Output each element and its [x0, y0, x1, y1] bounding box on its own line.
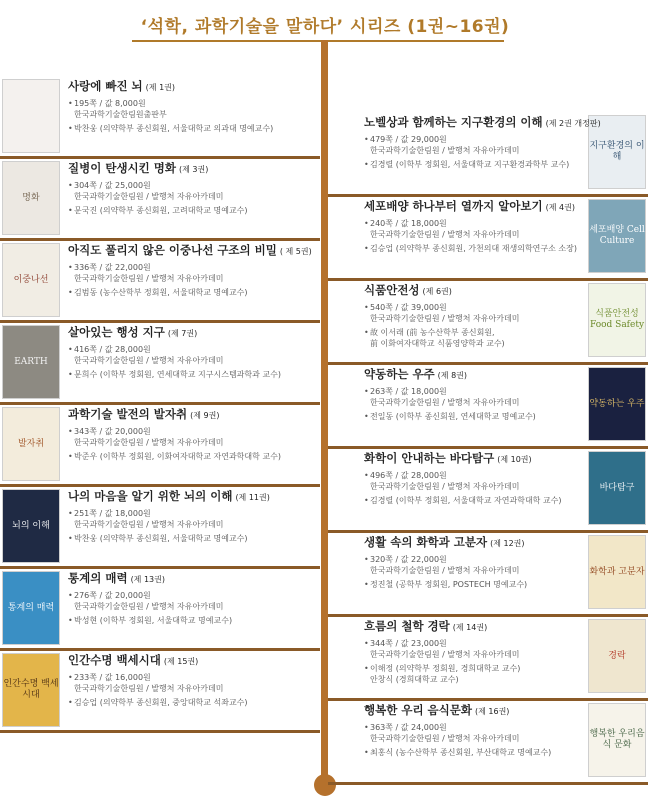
book-title: [364, 618, 594, 634]
book-cover-text: 화학과 고분자: [589, 566, 645, 577]
book-info: [68, 488, 318, 544]
book-entry[interactable]: [0, 650, 320, 733]
book-meta: [68, 344, 318, 366]
book-cover-text: 세포배양 Cell Culture: [589, 225, 645, 246]
book-meta-line: 한국과학기술한림원 / 발행처 자유아카데미: [370, 650, 520, 659]
book-entry[interactable]: [328, 280, 648, 365]
book-entry[interactable]: [0, 322, 320, 405]
book-entry[interactable]: [328, 532, 648, 617]
book-info: [364, 114, 601, 170]
book-cover-text: 인간수명 백세시대: [3, 679, 59, 700]
book-volume: (제 12권): [490, 539, 525, 548]
book-volume: (제 15권): [163, 657, 199, 666]
book-author: [364, 663, 594, 685]
title-divider: [132, 40, 504, 42]
book-author-line: • 최홍식 (농수산학부 종신회원, 부산대학교 명예교수): [370, 748, 552, 757]
book-meta-line: 한국과학기술한림원 / 발행처 자유아카데미: [370, 398, 520, 407]
book-info: [364, 282, 594, 349]
book-volume: (제 11권): [235, 493, 270, 502]
book-entry[interactable]: [328, 616, 648, 701]
book-entry[interactable]: [0, 76, 320, 159]
book-info: [68, 406, 318, 462]
book-info: [68, 160, 318, 216]
book-meta-line: • 479쪽 / 값 29,000원: [370, 135, 447, 144]
book-author: [68, 123, 318, 134]
book-meta: [364, 554, 594, 576]
book-meta: [68, 590, 318, 612]
book-meta-line: 한국과학기술한림원 / 발행처 자유아카데미: [370, 734, 520, 743]
book-title-text: 사랑에 빠진 뇌: [68, 79, 143, 93]
book-title: [364, 702, 594, 718]
book-volume: (제 2권 개정판): [545, 119, 601, 128]
book-meta-line: 한국과학기술한림원출판부: [74, 110, 167, 119]
book-title: [364, 534, 594, 550]
book-title-text: 질병이 탄생시킨 명화: [68, 161, 176, 175]
book-meta-line: 한국과학기술한림원 / 발행처 자유아카데미: [74, 602, 224, 611]
book-author-line: • 문희수 (이학부 정회원, 연세대학교 지구시스템과학과 교수): [74, 370, 281, 379]
book-meta-line: • 496쪽 / 값 28,000원: [370, 471, 447, 480]
book-author: [68, 451, 318, 462]
book-meta-line: • 320쪽 / 값 22,000원: [370, 555, 447, 564]
book-info: [68, 652, 318, 708]
book-author: [68, 369, 318, 380]
book-entry[interactable]: [328, 700, 648, 785]
book-meta-line: 한국과학기술한림원 / 발행처 자유아카데미: [74, 356, 224, 365]
book-info: [364, 366, 594, 422]
book-meta: [68, 98, 318, 120]
book-entry[interactable]: [328, 112, 648, 197]
book-cover[interactable]: [2, 653, 60, 727]
book-entry[interactable]: [0, 240, 320, 323]
book-cover[interactable]: [2, 79, 60, 153]
book-title-text: 나의 마음을 알기 위한 뇌의 이해: [68, 489, 233, 503]
book-meta-line: 한국과학기술한림원 / 발행처 자유아카데미: [370, 482, 520, 491]
book-author: [364, 411, 594, 422]
book-title: [68, 570, 318, 586]
book-author: [364, 747, 594, 758]
book-volume: (제 6권): [422, 287, 452, 296]
book-title: [364, 114, 601, 130]
book-author-line: • 김경렬 (이학부 정회원, 서울대학교 지구환경과학부 교수): [370, 160, 570, 169]
book-meta: [68, 262, 318, 284]
book-meta-line: 한국과학기술한림원 / 발행처 자유아카데미: [74, 438, 224, 447]
book-cover-text: 명화: [22, 192, 40, 203]
book-author-line: • 정진철 (공학부 정회원, POSTECH 명예교수): [370, 580, 528, 589]
book-title-text: 세포배양 하나부터 열까지 알아보기: [364, 199, 543, 213]
book-author: [68, 615, 318, 626]
book-cover-text: 통계의 매력: [7, 602, 55, 613]
book-author-line: 前 이화여자대학교 식품영양학과 교수): [370, 339, 505, 348]
book-meta-line: • 336쪽 / 값 22,000원: [74, 263, 151, 272]
book-meta-line: 한국과학기술한림원 / 발행처 자유아카데미: [370, 230, 520, 239]
book-meta-line: 한국과학기술한림원 / 발행처 자유아카데미: [74, 684, 224, 693]
book-title: [68, 160, 318, 176]
book-author: [364, 159, 594, 170]
book-meta-line: • 363쪽 / 값 24,000원: [370, 723, 447, 732]
book-info: [68, 570, 318, 626]
book-cover[interactable]: [2, 325, 60, 399]
book-title: [68, 406, 318, 422]
book-meta-line: • 263쪽 / 값 18,000원: [370, 387, 447, 396]
book-title-text: 흐름의 철학 경락: [364, 619, 450, 633]
book-title: [364, 282, 594, 298]
book-author: [364, 327, 594, 349]
book-cover-text: 약동하는 우주: [589, 398, 645, 409]
book-entry[interactable]: [0, 568, 320, 651]
book-cover[interactable]: [2, 571, 60, 645]
book-entry[interactable]: [328, 364, 648, 449]
book-meta-line: • 276쪽 / 값 20,000원: [74, 591, 151, 600]
book-info: [68, 242, 318, 298]
book-volume: (제 7권): [167, 329, 198, 338]
book-author: [364, 243, 594, 254]
book-author-line: • 박찬웅 (의약학부 종신회원, 서울대학교 명예교수): [74, 534, 248, 543]
book-author: [364, 579, 594, 590]
book-meta: [68, 508, 318, 530]
book-meta-line: • 344쪽 / 값 23,000원: [370, 639, 447, 648]
book-cover[interactable]: [588, 703, 646, 777]
book-author-line: • 문국진 (의약학부 종신회원, 고려대학교 명예교수): [74, 206, 248, 215]
book-volume: (제 1권): [145, 83, 176, 92]
book-cover-text: 발자취: [17, 438, 45, 449]
book-meta-line: • 240쪽 / 값 18,000원: [370, 219, 447, 228]
book-title-text: 과학기술 발전의 발자취: [68, 407, 188, 421]
book-author-line: • 박성현 (이학부 정회원, 서울대학교 명예교수): [74, 616, 233, 625]
book-author-line: • 김범동 (농수산학부 정회원, 서울대학교 명예교수): [74, 288, 248, 297]
book-volume: (제 9권): [190, 411, 220, 420]
book-meta: [364, 722, 594, 744]
book-meta: [364, 134, 594, 156]
book-cover[interactable]: [588, 199, 646, 273]
book-cover-text: 경락: [608, 650, 626, 661]
book-cover[interactable]: [588, 619, 646, 693]
book-title: [68, 78, 318, 94]
book-title: [68, 324, 318, 340]
book-entry[interactable]: [0, 486, 320, 569]
book-volume: (제 3권): [179, 165, 209, 174]
book-volume: (제 10권): [497, 455, 532, 464]
book-cover[interactable]: [2, 489, 60, 563]
book-author-line: • 전일동 (이학부 종신회원, 연세대학교 명예교수): [370, 412, 536, 421]
book-meta-line: • 304쪽 / 값 25,000원: [74, 181, 151, 190]
book-title: [364, 366, 594, 382]
book-title-text: 아직도 풀리지 않은 이중나선 구조의 비밀: [68, 243, 277, 257]
book-author-line: • 김승업 (의약학부 종신회원, 중앙대학교 석좌교수): [74, 698, 248, 707]
book-entry[interactable]: [0, 158, 320, 241]
book-cover-text: 이중나선: [13, 274, 49, 285]
book-title-text: 화학이 안내하는 바다탐구: [364, 451, 495, 465]
book-meta-line: 한국과학기술한림원 / 발행처 자유아카데미: [370, 314, 520, 323]
book-author-line: • 박준우 (이학부 정회원, 이화여자대학교 자연과학대학 교수): [74, 452, 281, 461]
book-volume: (제 14권): [452, 623, 488, 632]
book-cover-text: 뇌의 이해: [12, 520, 50, 531]
book-volume: (제 13권): [130, 575, 165, 584]
book-meta: [364, 638, 594, 660]
book-author-line: • 박찬웅 (의약학부 종신회원, 서울대학교 의과대 명예교수): [74, 124, 274, 133]
book-cover-text: 지구환경의 이해: [589, 141, 645, 162]
book-cover-text: 식품안전성 Food Safety: [589, 309, 645, 330]
book-cover[interactable]: [2, 161, 60, 235]
book-author: [68, 205, 318, 216]
book-title: [68, 242, 318, 258]
book-info: [364, 618, 594, 685]
book-entry[interactable]: [0, 404, 320, 487]
book-meta-line: 한국과학기술한림원 / 발행처 자유아카데미: [74, 192, 224, 201]
book-cover[interactable]: [2, 243, 60, 317]
book-cover[interactable]: [2, 407, 60, 481]
book-title: [364, 450, 594, 466]
book-meta: [364, 386, 594, 408]
book-title-text: 통계의 매력: [68, 571, 128, 585]
book-author: [68, 533, 318, 544]
book-title-text: 약동하는 우주: [364, 367, 435, 381]
book-meta-line: 한국과학기술한림원 / 발행처 자유아카데미: [370, 566, 520, 575]
book-author-line: • 김승업 (의약학부 종신회원, 가천의대 재생의학연구소 소장): [370, 244, 577, 253]
book-meta-line: • 195쪽 / 값 8,000원: [74, 99, 146, 108]
book-author-line: • 故 이서래 (前 농수산학부 종신회원,: [370, 328, 495, 337]
book-meta-line: • 343쪽 / 값 20,000원: [74, 427, 151, 436]
book-title-text: 생활 속의 화학과 고분자: [364, 535, 488, 549]
book-title-text: 인간수명 백세시대: [68, 653, 161, 667]
book-info: [364, 702, 594, 758]
book-volume: (제 16권): [475, 707, 510, 716]
book-meta: [68, 180, 318, 202]
book-meta: [68, 426, 318, 448]
book-title: [68, 652, 318, 668]
book-meta-line: 한국과학기술한림원 / 발행처 자유아카데미: [74, 274, 224, 283]
book-author-line: • 김경렬 (이학부 정회원, 서울대학교 자연과학대학 교수): [370, 496, 562, 505]
book-title-text: 살아있는 행성 지구: [68, 325, 165, 339]
book-title-text: 행복한 우리 음식문화: [364, 703, 472, 717]
book-meta-line: 한국과학기술한림원 / 발행처 자유아카데미: [370, 146, 520, 155]
book-cover-text: 바다탐구: [599, 482, 635, 493]
book-meta: [364, 218, 594, 240]
book-cover[interactable]: [588, 367, 646, 441]
book-entry[interactable]: [328, 448, 648, 533]
book-cover[interactable]: [588, 451, 646, 525]
book-volume: ( 제 5권): [279, 247, 312, 256]
book-title-text: 식품안전성: [364, 283, 420, 297]
book-cover[interactable]: [588, 283, 646, 357]
book-author-line: • 이해정 (의약학부 정회원, 경희대학교 교수): [370, 664, 521, 673]
book-meta: [364, 302, 594, 324]
book-title-text: 노벨상과 함께하는 지구환경의 이해: [364, 115, 543, 129]
book-author: [68, 287, 318, 298]
book-cover-text: EARTH: [14, 356, 48, 367]
book-title: [68, 488, 318, 504]
book-info: [364, 534, 594, 590]
book-meta-line: • 251쪽 / 값 18,000원: [74, 509, 151, 518]
book-meta-line: 한국과학기술한림원 / 발행처 자유아카데미: [74, 520, 224, 529]
book-meta-line: • 416쪽 / 값 28,000원: [74, 345, 151, 354]
book-author-line: 안창식 (경희대학교 교수): [370, 675, 459, 684]
book-title: [364, 198, 594, 214]
book-meta-line: • 233쪽 / 값 16,000원: [74, 673, 151, 682]
timeline-spine: [321, 40, 328, 782]
book-info: [68, 78, 318, 134]
book-meta: [364, 470, 594, 492]
book-meta-line: • 540쪽 / 값 39,000원: [370, 303, 447, 312]
book-author: [364, 495, 594, 506]
book-meta: [68, 672, 318, 694]
book-entry[interactable]: [328, 196, 648, 281]
book-volume: (제 8권): [437, 371, 468, 380]
page-title: ‘석학, 과학기술을 말하다’ 시리즈 (1권~16권): [140, 17, 510, 37]
book-cover-text: 행복한 우리음식 문화: [589, 729, 645, 750]
book-info: [68, 324, 318, 380]
book-info: [364, 198, 594, 254]
book-author: [68, 697, 318, 708]
book-volume: (제 4권): [545, 203, 575, 212]
book-info: [364, 450, 594, 506]
book-cover[interactable]: [588, 535, 646, 609]
